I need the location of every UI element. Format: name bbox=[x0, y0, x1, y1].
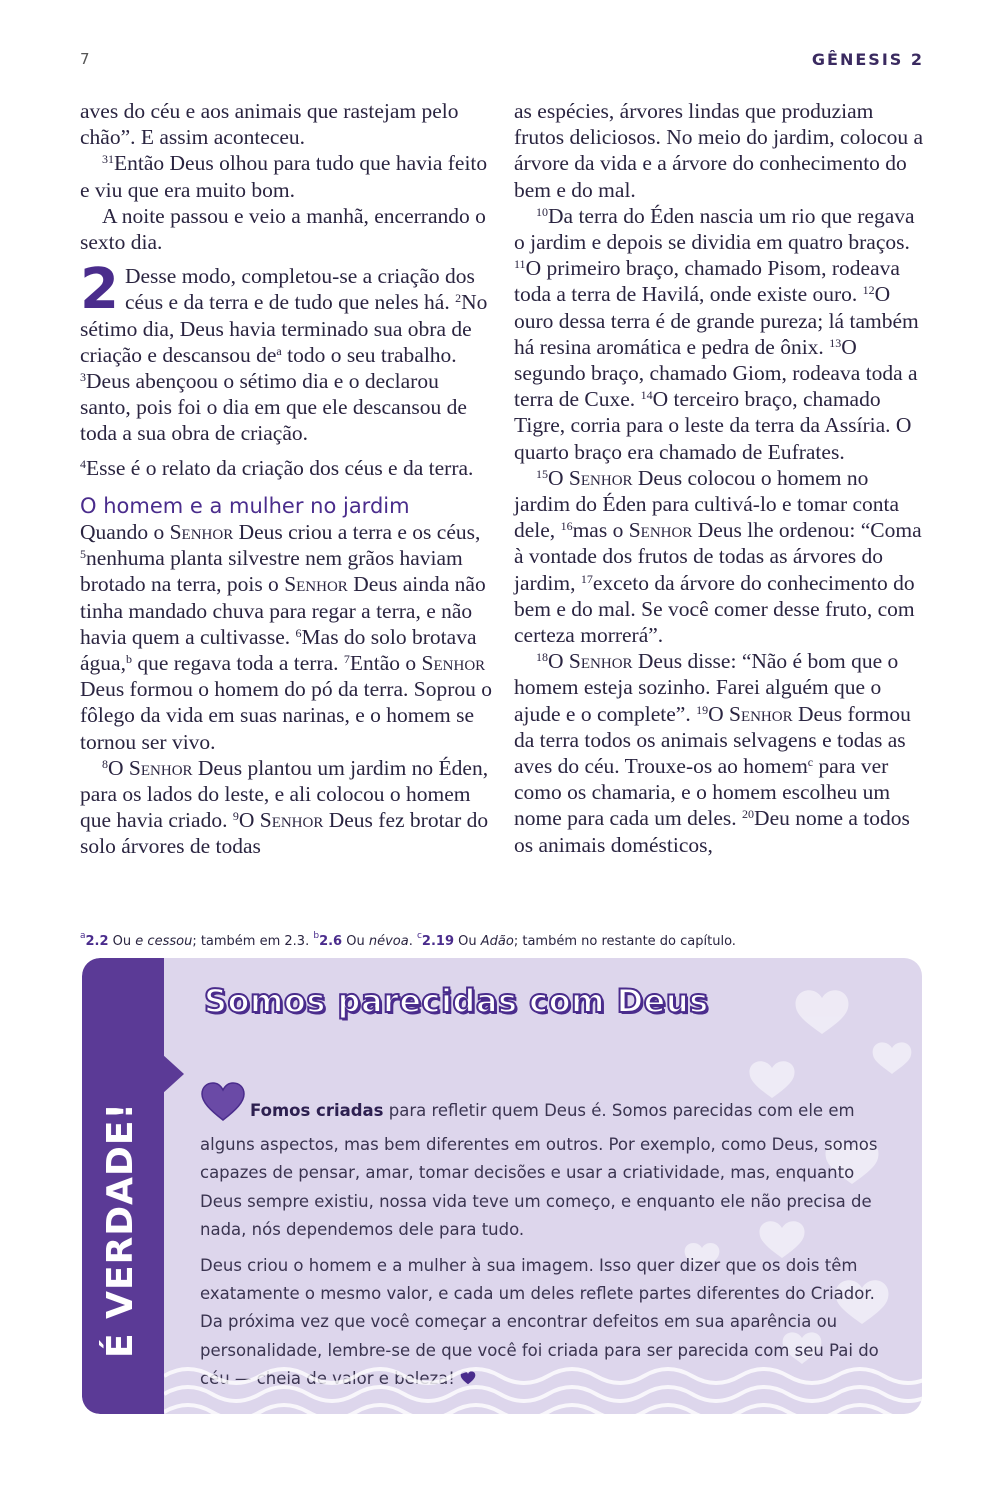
verse-text: Deus formou o homem do pó da terra. Soprou o fôlego da vida em suas narinas, e o homem se tornou ser vivo. bbox=[80, 677, 493, 754]
verse-number: 6 bbox=[295, 625, 302, 640]
verse-text: Deus abençoou o sétimo dia e o declarou santo, pois foi o dia em que ele descansou de toda a sua obra de criação. bbox=[80, 369, 467, 446]
lord-smallcaps: Senhor bbox=[169, 520, 234, 545]
lord-smallcaps: Senhor bbox=[728, 701, 793, 726]
verse-text: aves do céu e aos animais que rastejam pelo chão”. E assim aconteceu. bbox=[80, 99, 459, 150]
callout-box bbox=[82, 958, 922, 1414]
verse-text: Deus ainda não tinha mandado chuva para regar a terra, e não havia quem a cultivasse. bbox=[80, 572, 486, 649]
verse-text: Da terra do Éden nascia um rio que regava o jardim e depois se dividia em quatro braços. bbox=[514, 203, 915, 255]
callout-title: Somos parecidas com Deus bbox=[204, 982, 709, 1020]
callout-tab bbox=[82, 958, 164, 1414]
verse-number: 7 bbox=[343, 652, 350, 667]
paragraph bbox=[514, 98, 926, 203]
verse-number: 15 bbox=[536, 466, 548, 481]
verse-text: A noite passou e veio a manhã, encerrando o sexto dia. bbox=[80, 203, 486, 255]
verse-text: Deus lhe ordenou: “Coma à vontade dos frutos de todas as árvores do jardim, bbox=[514, 518, 922, 595]
lord-smallcaps: Senhor bbox=[568, 649, 633, 674]
tab-pointer bbox=[162, 1054, 184, 1094]
footnote-italic: e cessou bbox=[135, 934, 193, 949]
footnote-italic: Adão bbox=[480, 934, 514, 949]
verse-number: 5 bbox=[80, 547, 86, 562]
verse-number: 19 bbox=[696, 702, 709, 717]
footnote-ref: 2.19 bbox=[421, 934, 454, 949]
verse-text: O bbox=[238, 808, 260, 833]
verse-number: 2 bbox=[455, 291, 462, 306]
verse-text: Desse modo, completou-se a criação dos céus e da terra e de tudo que neles há. bbox=[124, 264, 475, 315]
verse-text: todo o seu trabalho. bbox=[281, 342, 457, 367]
callout-paragraph bbox=[200, 1082, 900, 1244]
verse-number: 13 bbox=[829, 335, 842, 350]
verse-text: Mas do solo brotava água, bbox=[80, 624, 477, 676]
verse-text: Então Deus olhou para tudo que havia feito e viu que era muito bom. bbox=[80, 151, 488, 202]
verse-text: O segundo braço, chamado Giom, rodeava toda a terra de Cuxe. bbox=[514, 334, 918, 412]
left-column bbox=[80, 98, 492, 860]
verse-number: 17 bbox=[580, 571, 593, 586]
verse-text: Esse é o relato da criação dos céus e da terra. bbox=[86, 455, 474, 480]
verse-text: para ver como os chamaria, e o homem escolheu um nome para cada um deles. bbox=[514, 754, 891, 831]
verse-text: Deus colocou o homem no jardim do Éden para cultivá-lo e tomar conta dele, bbox=[514, 465, 900, 543]
chapter-start bbox=[80, 257, 492, 446]
verse-number: 31 bbox=[102, 152, 114, 167]
footnote-text: Ou bbox=[108, 934, 136, 949]
footnote-text: . bbox=[408, 934, 417, 949]
paragraph bbox=[514, 648, 926, 858]
verse-text: Quando o bbox=[80, 520, 170, 545]
lord-smallcaps: Senhor bbox=[259, 808, 324, 833]
verse-text: O bbox=[108, 755, 129, 780]
callout-lead: Fomos criadas bbox=[250, 1101, 384, 1120]
lord-smallcaps: Senhor bbox=[128, 755, 193, 780]
verse-text: nenhuma planta silvestre nem grãos haviam brotado na terra, pois o bbox=[80, 546, 463, 597]
footnote-marker: c bbox=[416, 931, 422, 941]
paragraph bbox=[514, 203, 926, 465]
footnote-marker[interactable]: a bbox=[276, 343, 282, 358]
verse-text: Deus disse: “Não é bom que o homem esteja sozinho. Farei alguém que o ajude e o complete”. bbox=[514, 649, 899, 726]
verse-number: 12 bbox=[862, 283, 875, 298]
verse-number: 10 bbox=[536, 204, 548, 219]
verse-text: Deu nome a todos os animais domésticos, bbox=[514, 806, 910, 857]
verse-text: Deus formou da terra todos os animais selvagens e todas as aves do céu. Trouxe-os ao homem bbox=[514, 701, 911, 779]
paragraph bbox=[80, 755, 492, 860]
paragraph bbox=[80, 203, 492, 255]
verse-text: Deus fez brotar do solo árvores de todas bbox=[80, 808, 489, 859]
lord-smallcaps: Senhor bbox=[568, 465, 633, 490]
page-number: 7 bbox=[80, 50, 90, 68]
verse-text: Deus plantou um jardim no Éden, para os lados do leste, e ali colocou o homem que havia criado. bbox=[80, 755, 489, 833]
verse-text: exceto da árvore do conhecimento do bem e do mal. Se você comer desse fruto, com certeza morrerá”. bbox=[514, 570, 915, 648]
verse-text: mas o bbox=[572, 518, 629, 543]
verse-number: 3 bbox=[80, 370, 86, 385]
verse-text: Então o bbox=[349, 651, 422, 676]
verse-number: 18 bbox=[536, 650, 548, 665]
callout-body bbox=[200, 1082, 900, 1393]
verse-text: No sétimo dia, Deus havia terminado sua obra de criação e descansou de bbox=[80, 290, 488, 367]
heart-icon bbox=[200, 1082, 246, 1131]
verse-number: 8 bbox=[102, 756, 108, 771]
footnotes bbox=[80, 931, 920, 949]
callout-text: para refletir quem Deus é. Somos parecidas com ele em alguns aspectos, mas bem diferentes em outros. Por exemplo, como Deus, somos capazes de pensar, amar, tomar decisões e usar a criatividade, mas, enquanto Deus sempre existiu, nossa vida teve um começo, e enquanto ele não precisa de nada, nós dependemos dele para tudo. bbox=[200, 1101, 878, 1239]
paragraph bbox=[80, 519, 492, 755]
verse-text: Deus criou a terra e os céus, bbox=[233, 520, 481, 545]
verse-text: O bbox=[548, 465, 569, 490]
paragraph bbox=[80, 98, 492, 150]
footnote-marker[interactable]: b bbox=[125, 652, 132, 667]
verse-text: as espécies, árvores lindas que produziam frutos deliciosos. No meio do jardim, colocou a árvore da vida e a árvore do conhecimento do bem e do mal. bbox=[514, 99, 924, 202]
footnote-marker: b bbox=[313, 931, 320, 941]
verse-number: 14 bbox=[640, 388, 653, 403]
verse-text: O primeiro braço, chamado Pisom, rodeava toda a terra de Havilá, onde existe ouro. bbox=[514, 256, 900, 307]
footnote-text: Ou bbox=[454, 934, 481, 949]
verse-number: 4 bbox=[80, 456, 86, 471]
paragraph bbox=[80, 150, 492, 202]
verse-number: 20 bbox=[742, 807, 755, 822]
verse-text: O bbox=[548, 649, 569, 674]
lord-smallcaps: Senhor bbox=[284, 572, 348, 597]
verse-number: 9 bbox=[232, 809, 239, 824]
footnote-italic: névoa bbox=[368, 934, 409, 949]
paragraph bbox=[80, 455, 492, 481]
paragraph bbox=[514, 465, 926, 648]
verse-number: 11 bbox=[514, 257, 526, 272]
verse-text: que regava toda a terra. bbox=[131, 651, 344, 676]
chapter-number: 2 bbox=[80, 257, 119, 323]
footnote-marker: a bbox=[80, 931, 86, 941]
verse-text: O terceiro braço, chamado Tigre, corria para o leste da terra da Assíria. O quarto braço era chamado de Eufrates. bbox=[514, 387, 912, 464]
footnote-text: ; também em 2.3. bbox=[192, 934, 314, 949]
verse-text: O ouro dessa terra é de grande pureza; lá também há resina aromática e pedra de ônix. bbox=[514, 282, 919, 359]
book-chapter-header: GÊNESIS 2 bbox=[811, 50, 924, 69]
footnote-ref: 2.2 bbox=[85, 934, 109, 949]
section-title: O homem e a mulher no jardim bbox=[80, 493, 410, 518]
lord-smallcaps: Senhor bbox=[628, 518, 693, 543]
footnote-marker[interactable]: c bbox=[807, 755, 814, 770]
verse-text: O bbox=[708, 701, 729, 726]
footnote-ref: 2.6 bbox=[319, 934, 343, 949]
callout-text: Deus criou o homem e a mulher à sua imagem. Isso quer dizer que os dois têm exatamente o mesmo valor, e cada um deles reflete partes diferentes do Criador. Da próxima vez que você começar a encontrar defeitos em sua aparência ou personalidade, lembre-se de que você foi criada para ser parecida com seu Pai do céu — cheia de valor e beleza! bbox=[200, 1256, 879, 1388]
lord-smallcaps: Senhor bbox=[421, 651, 486, 676]
right-column bbox=[514, 98, 926, 858]
footnote-text: Ou bbox=[342, 934, 369, 949]
wave-pattern bbox=[164, 1354, 922, 1414]
footnote-text: ; também no restante do capítulo. bbox=[513, 934, 736, 949]
callout-tab-label: É VERDADE! bbox=[100, 1102, 141, 1358]
verse-number: 16 bbox=[560, 519, 573, 534]
